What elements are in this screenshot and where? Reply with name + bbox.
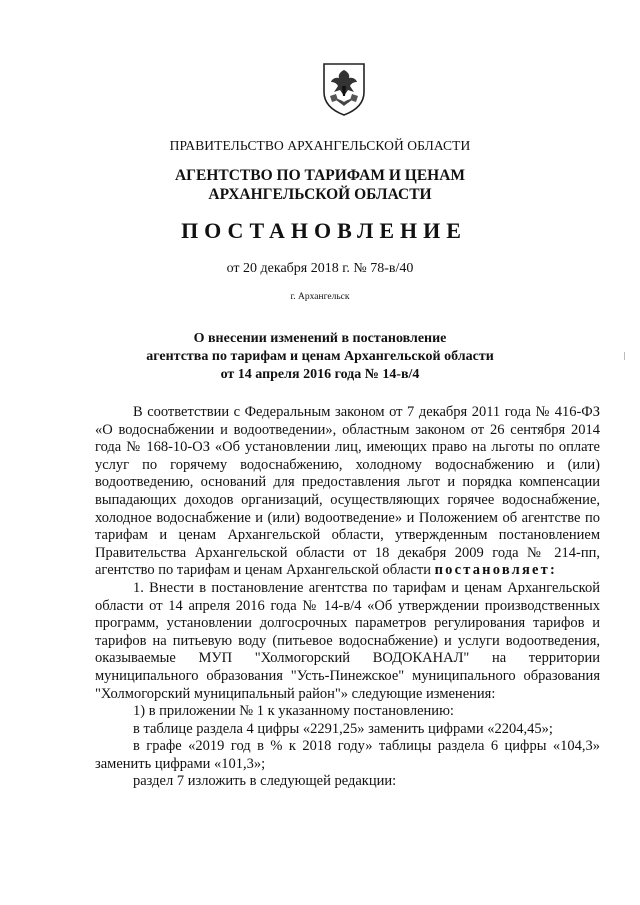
city: г. Архангельск [290, 292, 350, 302]
government-title: ПРАВИТЕЛЬСТВО АРХАНГЕЛЬСКОЙ ОБЛАСТИ [169, 138, 471, 153]
subject-line2: агентства по тарифам и ценам Архангельской области [146, 349, 494, 364]
coat-of-arms-icon [322, 62, 366, 116]
subitem-4: раздел 7 изложить в следующей редакции: [133, 773, 397, 790]
date-number: от 20 декабря 2018 г. № 78-в/40 [226, 261, 414, 276]
preamble-paragraph [95, 404, 600, 580]
document-body [95, 404, 600, 791]
agency-title-line1: АГЕНТСТВО ПО ТАРИФАМ И ЦЕНАМ [174, 167, 466, 184]
subject-line1: О внесении изменений в постановление [193, 331, 447, 346]
margin-mark [624, 352, 625, 360]
agency-title [0, 166, 640, 204]
agency-title-line2: АРХАНГЕЛЬСКОЙ ОБЛАСТИ [208, 186, 432, 203]
subitem-3: в графе «2019 год в % к 2018 году» таблицы раздела 6 цифры «104,3» заменить цифрами «101,3»; [95, 738, 600, 772]
document-type: ПОСТАНОВЛЕНИЕ [181, 218, 467, 243]
subitem-2: в таблице раздела 4 цифры «2291,25» заменить цифрами «2204,45»; [133, 720, 553, 737]
subject-line3: от 14 апреля 2016 года № 14-в/4 [220, 367, 420, 382]
document-subject [0, 330, 640, 384]
resolves-word: постановляет: [434, 562, 558, 579]
subitem-1: 1) в приложении № 1 к указанному постановлению: [133, 703, 454, 720]
preamble-text: В соответствии с Федеральным законом от 7 декабря 2011 года № 416-ФЗ «О водоснабжении и водоотведении», областным законом от 26 сентября 2014 года № 168-10-ОЗ «Об установлении лиц, имеющих право на льготы по оплате услуг по горячему водоснабжению, холодному водоснабжению и (или) водоотведению, оснований для предоставления льгот и порядка компенсации выпадающих доходов организаций, осуществляющих горячее водоснабжение, холодное водоснабжение и (или) водоотведение» и Положением об агентстве по тарифам и ценам Архангельской области, утвержденным постановлением Правительства Архангельской области от 18 декабря 2009 года № 214-пп, агентство по тарифам и ценам Архангельской области [95, 404, 600, 579]
item1-paragraph: 1. Внести в постановление агентства по тарифам и ценам Архангельской области от 14 апреля 2016 года № 14-в/4 «Об утверждении производственных программ, установлении долгосрочных параметров регулирования тарифов и тарифов на питьевую воду (питьевое водоснабжение) и услуги водоотведения, оказываемые МУП "Холмогорский ВОДОКАНАЛ" на территории муниципального образования "Усть-Пинежское" муниципального образования "Холмогорский муниципальный район"» следующие изменения: [95, 579, 600, 702]
